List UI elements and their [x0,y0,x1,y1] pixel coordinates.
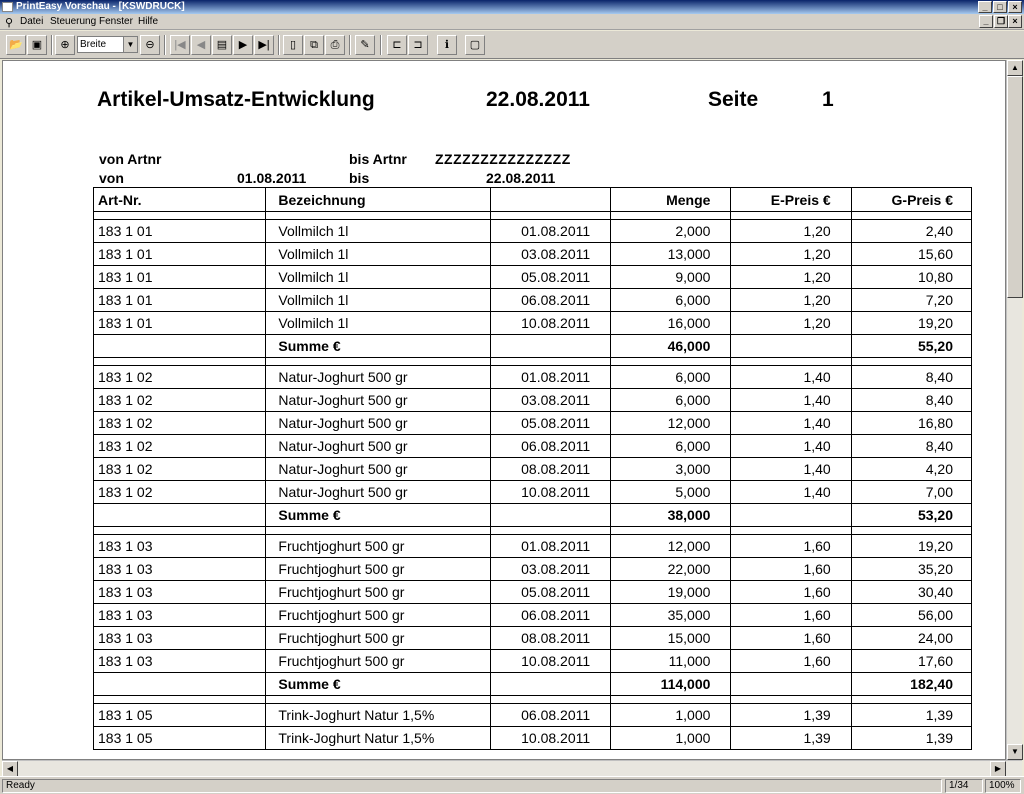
table-cell: 183 1 02 [94,366,266,389]
table-cell: 7,20 [851,289,971,312]
table-cell: Fruchtjoghurt 500 gr [266,650,491,673]
sum-cell [731,335,851,358]
table-cell: 183 1 02 [94,481,266,504]
mdi-close-button[interactable]: × [1008,15,1022,28]
spacer-cell [611,527,731,535]
table-row [94,412,972,435]
status-bar [0,776,1024,794]
sum-cell: 55,20 [851,335,971,358]
spacer-cell [94,358,266,366]
column-header: G-Preis € [851,188,971,212]
table-cell: Vollmilch 1l [266,312,491,335]
table-cell: 05.08.2011 [490,266,610,289]
spacer-cell [490,358,610,366]
spacer-cell [94,527,266,535]
table-cell: 01.08.2011 [490,220,610,243]
sum-cell: Summe € [266,673,491,696]
open-icon[interactable]: 📂 [6,35,26,55]
table-row [94,458,972,481]
table-cell: 1,40 [731,458,851,481]
info-icon[interactable]: ℹ [437,35,457,55]
from-label: von [99,170,124,186]
sum-cell [94,504,266,527]
scroll-right-button[interactable]: ▶ [990,761,1006,777]
sum-row [94,504,972,527]
column-header: Menge [611,188,731,212]
sum-cell [490,673,610,696]
table-cell: 11,000 [611,650,731,673]
table-cell: 06.08.2011 [490,289,610,312]
table-cell: 1,39 [731,727,851,750]
table-row [94,581,972,604]
close-button[interactable]: × [1008,1,1022,13]
table-cell: Fruchtjoghurt 500 gr [266,627,491,650]
vertical-scrollbar[interactable] [1006,60,1022,760]
table-cell: 183 1 03 [94,558,266,581]
copy-icon[interactable]: ⧉ [304,35,324,55]
table-body [94,212,972,750]
zoom-out-icon[interactable]: ⊖ [140,35,160,55]
spacer-cell [611,358,731,366]
sum-cell: 38,000 [611,504,731,527]
spacer-cell [94,696,266,704]
from-art-label: von Artnr [99,151,162,167]
table-cell: 1,20 [731,312,851,335]
maximize-button[interactable]: □ [993,1,1007,13]
table-cell: 183 1 02 [94,458,266,481]
print-icon[interactable]: ⎙ [325,35,345,55]
spacer-row [94,212,972,220]
mdi-restore-button[interactable]: ❐ [994,15,1008,28]
table-cell: 10.08.2011 [490,481,610,504]
status-text: Ready [2,779,942,793]
table-cell: 22,000 [611,558,731,581]
table-cell: 13,000 [611,243,731,266]
table-cell: 08.08.2011 [490,627,610,650]
table-cell: 8,40 [851,366,971,389]
previous-page-icon[interactable]: ◀ [191,35,211,55]
horizontal-scrollbar[interactable] [2,760,1022,776]
table-cell: Fruchtjoghurt 500 gr [266,535,491,558]
table-cell: Natur-Joghurt 500 gr [266,435,491,458]
table-cell: 183 1 01 [94,243,266,266]
spacer-cell [731,212,851,220]
sum-cell [490,504,610,527]
table-cell: 183 1 05 [94,727,266,750]
table-cell: 183 1 01 [94,312,266,335]
table-cell: 17,60 [851,650,971,673]
sum-cell [731,504,851,527]
chevron-down-icon[interactable]: ▼ [123,37,137,52]
menu-bar [0,14,1024,30]
table-cell: 7,00 [851,481,971,504]
table-cell: 1,20 [731,266,851,289]
table-cell: 183 1 01 [94,220,266,243]
table-row [94,627,972,650]
table-cell: 1,39 [851,704,971,727]
table-cell: 6,000 [611,289,731,312]
table-row [94,727,972,750]
table-cell: Fruchtjoghurt 500 gr [266,604,491,627]
report-table [93,187,972,750]
table-cell: 4,20 [851,458,971,481]
table-cell: 9,000 [611,266,731,289]
spacer-cell [490,212,610,220]
first-page-icon[interactable]: |◀ [170,35,190,55]
spacer-cell [731,696,851,704]
save-icon[interactable]: ▣ [27,35,47,55]
table-cell: 19,20 [851,535,971,558]
export-icon[interactable]: ✎ [355,35,375,55]
table-cell: 08.08.2011 [490,458,610,481]
table-cell: 06.08.2011 [490,704,610,727]
from-date: 01.08.2011 [237,170,307,186]
spacer-cell [266,696,491,704]
table-cell: 1,000 [611,704,731,727]
spacer-row [94,358,972,366]
table-row [94,558,972,581]
table-cell: Natur-Joghurt 500 gr [266,481,491,504]
table-cell: 03.08.2011 [490,558,610,581]
table-cell: 183 1 01 [94,289,266,312]
menu-steuerung[interactable]: Steuerung [50,16,97,27]
table-cell: Vollmilch 1l [266,289,491,312]
spacer-cell [611,212,731,220]
table-cell: Natur-Joghurt 500 gr [266,366,491,389]
sum-cell [94,673,266,696]
table-cell: 183 1 03 [94,535,266,558]
table-cell: 183 1 03 [94,650,266,673]
spacer-cell [490,527,610,535]
sum-cell: 46,000 [611,335,731,358]
table-cell: 10.08.2011 [490,312,610,335]
zoom-select-value: Breite [80,39,107,50]
spacer-cell [490,696,610,704]
mdi-minimize-button[interactable]: _ [979,15,993,28]
spacer-cell [266,358,491,366]
next-page-icon[interactable]: ▶ [233,35,253,55]
table-cell: 1,60 [731,604,851,627]
exit-icon[interactable]: ▢ [465,35,485,55]
table-cell: 10.08.2011 [490,727,610,750]
spacer-cell [731,527,851,535]
scroll-down-button[interactable]: ▼ [1007,744,1023,760]
page-label: Seite [708,88,759,111]
table-cell: 16,000 [611,312,731,335]
sum-cell [731,673,851,696]
table-cell: Fruchtjoghurt 500 gr [266,558,491,581]
spacer-cell [851,696,971,704]
sum-cell: 114,000 [611,673,731,696]
table-cell: 10,80 [851,266,971,289]
table-cell: 1,000 [611,727,731,750]
menu-fenster[interactable]: Fenster [99,16,133,27]
table-cell: 10.08.2011 [490,650,610,673]
table-cell: 05.08.2011 [490,412,610,435]
table-row [94,435,972,458]
status-zoom: 100% [985,779,1021,793]
table-cell: 2,000 [611,220,731,243]
report-title: Artikel-Umsatz-Entwicklung [97,88,375,111]
table-cell: 1,40 [731,481,851,504]
app-icon [2,2,13,12]
toolbar [0,31,1024,59]
scroll-thumb[interactable] [1007,76,1023,298]
table-cell: Vollmilch 1l [266,220,491,243]
table-cell: 1,40 [731,412,851,435]
table-cell: 1,60 [731,627,851,650]
minimize-button[interactable]: _ [978,1,992,13]
fit-width-icon[interactable]: ⊏ [387,35,407,55]
table-cell: 15,000 [611,627,731,650]
spacer-cell [731,358,851,366]
table-cell: 35,20 [851,558,971,581]
table-cell: 1,20 [731,243,851,266]
spacer-cell [851,358,971,366]
table-cell: Trink-Joghurt Natur 1,5% [266,727,491,750]
toolbar-separator [349,35,351,55]
column-header: Art-Nr. [94,188,266,212]
table-cell: 3,000 [611,458,731,481]
sum-cell: 182,40 [851,673,971,696]
sum-cell [94,335,266,358]
spacer-row [94,527,972,535]
document-icon: ⚲ [5,17,14,29]
table-row [94,389,972,412]
table-cell: 8,40 [851,389,971,412]
table-cell: Natur-Joghurt 500 gr [266,389,491,412]
spacer-row [94,696,972,704]
sum-row [94,335,972,358]
table-row [94,266,972,289]
spacer-cell [94,212,266,220]
table-cell: 12,000 [611,535,731,558]
sum-cell [490,335,610,358]
table-cell: 1,20 [731,289,851,312]
spacer-cell [851,527,971,535]
table-cell: 183 1 01 [94,266,266,289]
zoom-select[interactable] [77,36,138,53]
to-label: bis [349,170,370,186]
report-date: 22.08.2011 [486,88,590,111]
table-row [94,604,972,627]
table-cell: 183 1 02 [94,412,266,435]
table-cell: 1,40 [731,435,851,458]
sum-cell: 53,20 [851,504,971,527]
table-cell: 183 1 02 [94,389,266,412]
table-cell: 2,40 [851,220,971,243]
zoom-in-icon[interactable]: ⊕ [55,35,75,55]
sum-cell: Summe € [266,335,491,358]
table-cell: 1,60 [731,581,851,604]
menu-hilfe[interactable]: Hilfe [138,16,159,27]
column-header [490,188,610,212]
table-cell: 1,20 [731,220,851,243]
table-row [94,481,972,504]
to-art-value: ZZZZZZZZZZZZZZZ [435,151,571,167]
page-preview [2,60,1006,760]
table-cell: Natur-Joghurt 500 gr [266,458,491,481]
spacer-cell [266,212,491,220]
table-cell: 183 1 03 [94,604,266,627]
table-cell: 01.08.2011 [490,535,610,558]
table-cell: 01.08.2011 [490,366,610,389]
table-cell: Trink-Joghurt Natur 1,5% [266,704,491,727]
table-cell: 06.08.2011 [490,604,610,627]
spacer-cell [611,696,731,704]
table-cell: 24,00 [851,627,971,650]
table-cell: 03.08.2011 [490,389,610,412]
table-row [94,650,972,673]
table-cell: 1,40 [731,366,851,389]
table-cell: 19,20 [851,312,971,335]
menu-datei[interactable]: Datei [20,16,44,27]
sum-cell: Summe € [266,504,491,527]
table-row [94,243,972,266]
table-cell: 1,40 [731,389,851,412]
table-cell: 1,39 [731,704,851,727]
table-cell: 30,40 [851,581,971,604]
column-header: Bezeichnung [266,188,491,212]
table-row [94,535,972,558]
title-bar [0,0,1024,14]
table-cell: 35,000 [611,604,731,627]
table-cell: 1,39 [851,727,971,750]
goto-page-icon[interactable]: ▤ [212,35,232,55]
table-cell: 183 1 03 [94,581,266,604]
table-cell: 6,000 [611,389,731,412]
table-cell: 05.08.2011 [490,581,610,604]
table-cell: 183 1 03 [94,627,266,650]
table-cell: 15,60 [851,243,971,266]
sum-row [94,673,972,696]
column-header: E-Preis € [731,188,851,212]
table-row [94,704,972,727]
table-cell: Vollmilch 1l [266,243,491,266]
fit-page-icon[interactable]: ⊐ [408,35,428,55]
table-cell: 1,60 [731,535,851,558]
status-page: 1/34 [945,779,983,793]
table-cell: 16,80 [851,412,971,435]
table-row [94,220,972,243]
table-cell: 5,000 [611,481,731,504]
toolbar-separator [380,35,382,55]
table-cell: 6,000 [611,366,731,389]
table-cell: 8,40 [851,435,971,458]
spacer-cell [266,527,491,535]
scroll-up-button[interactable]: ▲ [1007,60,1023,76]
table-cell: 19,000 [611,581,731,604]
table-cell: 12,000 [611,412,731,435]
toolbar-separator [51,35,53,55]
table-header-row [94,188,972,212]
last-page-icon[interactable]: ▶| [254,35,274,55]
table-row [94,366,972,389]
table-cell: 183 1 02 [94,435,266,458]
table-cell: 1,60 [731,650,851,673]
table-cell: 56,00 [851,604,971,627]
toolbar-separator [164,35,166,55]
spacer-cell [851,212,971,220]
table-cell: 6,000 [611,435,731,458]
table-row [94,312,972,335]
table-cell: 1,60 [731,558,851,581]
table-row [94,289,972,312]
table-cell: Vollmilch 1l [266,266,491,289]
scroll-left-button[interactable]: ◀ [2,761,18,777]
to-date: 22.08.2011 [486,170,556,186]
window-title: PrintEasy Vorschau - [KSWDRUCK] [16,1,185,12]
table-cell: 06.08.2011 [490,435,610,458]
table-cell: 183 1 05 [94,704,266,727]
new-page-icon[interactable]: ▯ [283,35,303,55]
page-number: 1 [822,88,834,111]
toolbar-separator [278,35,280,55]
table-cell: Fruchtjoghurt 500 gr [266,581,491,604]
to-art-label: bis Artnr [349,151,407,167]
table-cell: Natur-Joghurt 500 gr [266,412,491,435]
table-cell: 03.08.2011 [490,243,610,266]
